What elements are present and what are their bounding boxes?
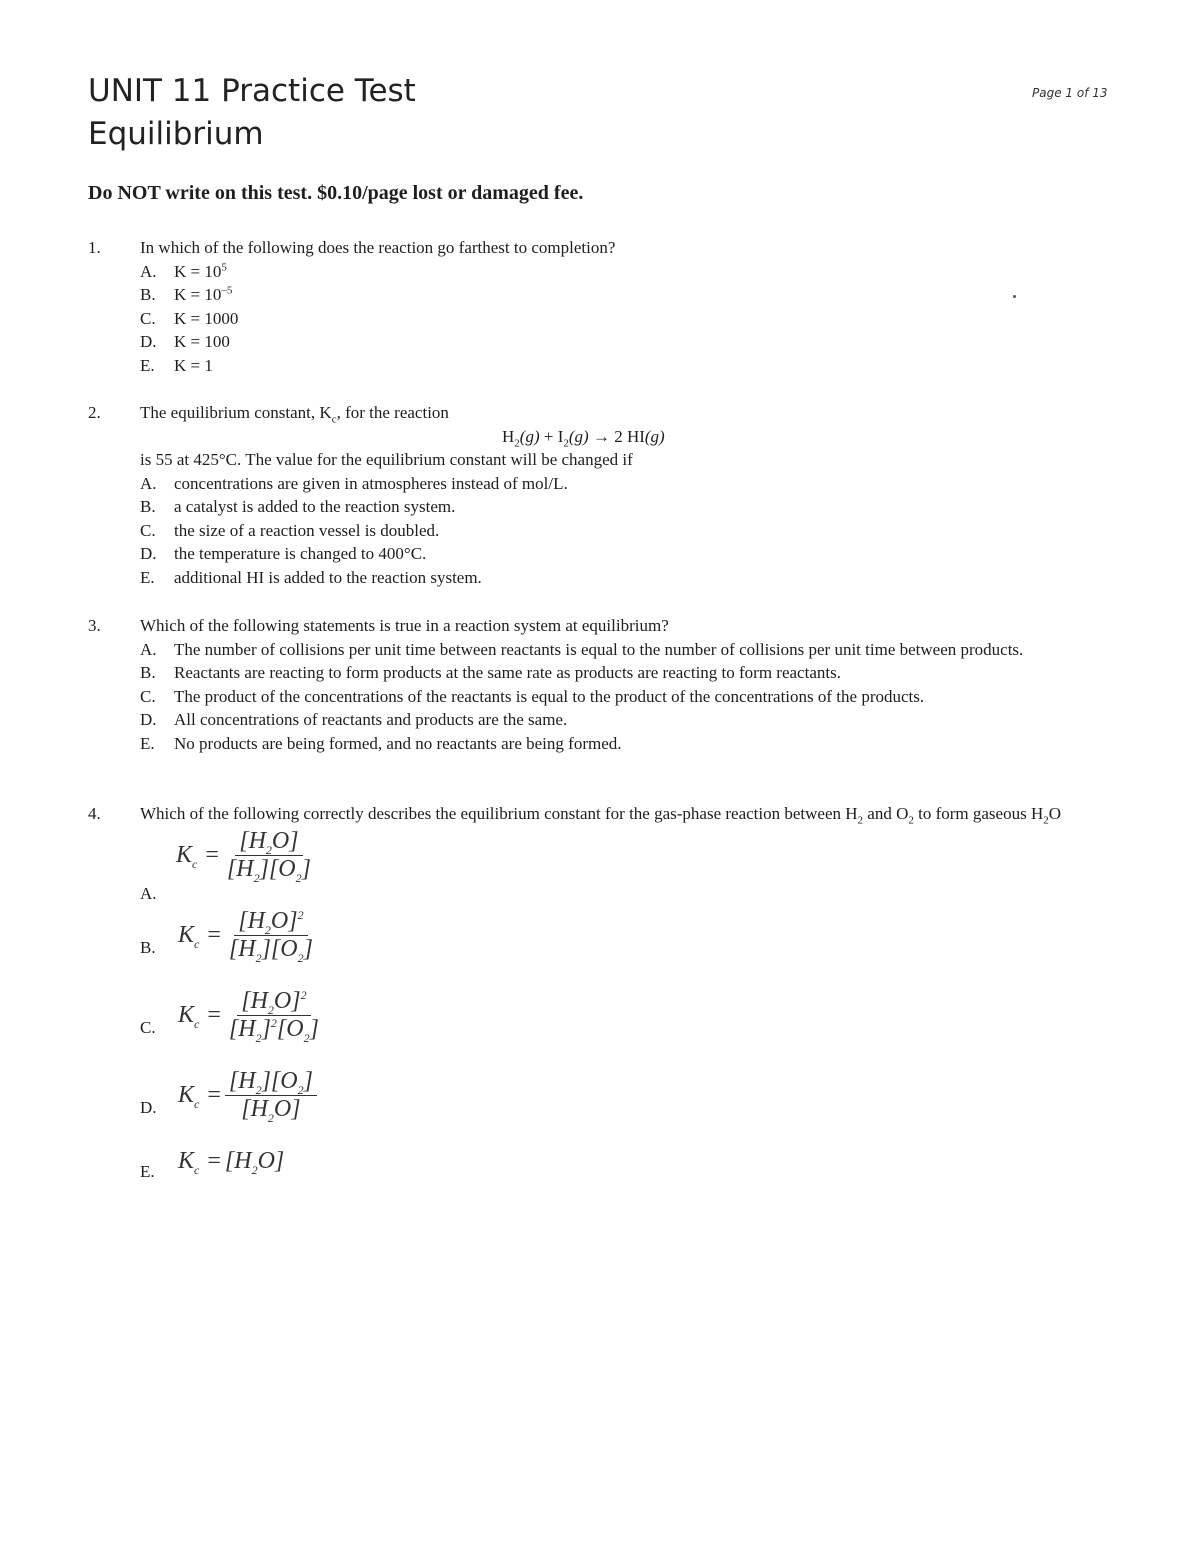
option-e: E. No products are being formed, and no reactants are being formed. xyxy=(140,733,622,753)
question-number: 4. xyxy=(88,804,101,823)
question-number: 3. xyxy=(88,616,101,635)
option-d: D. K = 100 xyxy=(140,332,230,351)
question-4 xyxy=(88,802,1118,1194)
formula-option-c: C. $K_c$ = $\frac{[H_2O]^2}{[H_2]^2[O_2]}$ xyxy=(140,990,1118,1070)
title-line-2: Equilibrium xyxy=(88,116,264,152)
formula-option-a: A. $K_c$ = $\frac{[H_2O]}{[H_2][O_2]}$ xyxy=(140,830,1118,910)
formula-d: $K_c$ = $\frac{[H_2][O_2]}{[H_2O]}$ xyxy=(178,1070,317,1122)
option-c: C. The product of the concentrations of the reactants is equal to the product of the concentrations of the products. xyxy=(140,686,925,706)
option-b: B. a catalyst is added to the reaction system. xyxy=(140,497,456,516)
formula-e: $K_c$ = $[H_2O]$ xyxy=(178,1147,285,1177)
title-line-1: UNIT 11 Practice Test xyxy=(88,73,416,109)
question-number: 2. xyxy=(88,403,101,422)
option-b: B. $K = 10^{-5}$ xyxy=(140,284,233,304)
question-stem: Which of the following correctly describes the equilibrium constant for the gas-phase reaction between $H_2$ and $O_2$ to form gaseous $H_2O$ xyxy=(140,804,1062,827)
option-d: D. All concentrations of reactants and products are the same. xyxy=(140,710,568,729)
option-a: A. The number of collisions per unit time between reactants is equal to the number of collisions per unit time between products. xyxy=(140,639,1024,659)
reaction-equation: $H_2(g) + I_2(g) \to 2$ HI(g) xyxy=(502,426,665,449)
formula-c: $K_c$ = $\frac{[H_2O]^2}{[H_2]^2[O_2]}$ xyxy=(178,987,319,1045)
option-a: A. concentrations are given in atmospheres instead of mol/L. xyxy=(140,473,568,493)
question-2 xyxy=(88,401,1118,589)
formula-option-e: E. $K_c$ = $[H_2O]$ xyxy=(140,1147,285,1181)
question-stem-2: is 55 at 425°C. The value for the equilibrium constant will be changed if xyxy=(140,450,633,469)
option-e: E. additional HI is added to the reaction system. xyxy=(140,567,482,587)
formula-b: $K_c$ = $\frac{[H_2O]^2}{[H_2][O_2]}$ xyxy=(178,907,313,965)
question-stem: In which of the following does the reaction go farthest to completion? xyxy=(140,238,616,257)
page-number: Page 1 of 13 xyxy=(1032,86,1108,100)
question-stem: The equilibrium constant, $K_c$, for the reaction xyxy=(140,403,449,426)
question-stem: Which of the following statements is true in a reaction system at equilibrium? xyxy=(140,616,669,635)
option-c: C. the size of a reaction vessel is doubled. xyxy=(140,520,440,540)
question-number: 1. xyxy=(88,238,101,257)
page-title xyxy=(88,70,416,156)
notice-text: Do NOT write on this test. $0.10/page lost or damaged fee. xyxy=(88,182,584,204)
formula-a: $K_c$ = $\frac{[H_2O]}{[H_2][O_2]}$ xyxy=(176,827,311,885)
formula-option-b: B. $K_c$ = $\frac{[H_2O]^2}{[H_2][O_2]}$ xyxy=(140,910,1118,990)
question-3 xyxy=(88,614,1118,755)
option-b: B. Reactants are reacting to form products at the same rate as products are reacting to form reactants. xyxy=(140,663,841,682)
option-e: E. K = 1 xyxy=(140,355,213,375)
option-c: C. K = 1000 xyxy=(140,308,239,328)
option-a: A. $K = 10^5$ xyxy=(140,260,227,281)
question-1 xyxy=(88,236,1118,377)
formula-option-d: D. $K_c$ = $\frac{[H_2][O_2]}{[H_2O]}$ xyxy=(140,1070,1118,1150)
option-d: D. the temperature is changed to 400°C. xyxy=(140,544,427,563)
